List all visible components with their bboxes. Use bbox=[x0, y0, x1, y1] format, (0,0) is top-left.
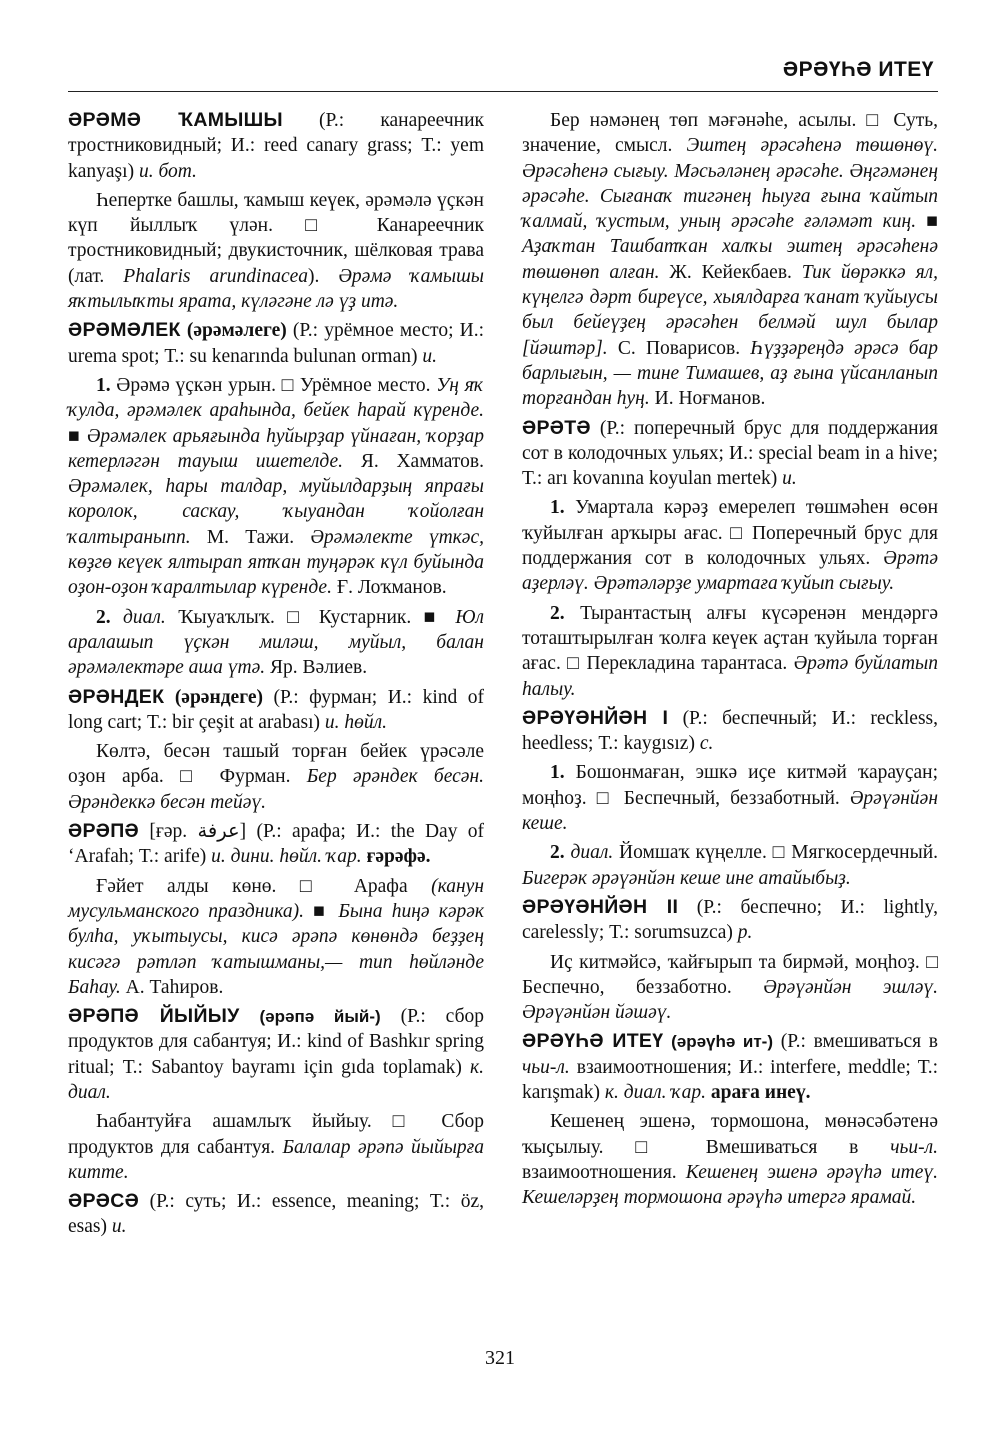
headword: ƏРƏПƏ ЙЫЙЫУ bbox=[68, 1005, 240, 1028]
entry-ereuenyen-1 bbox=[522, 706, 938, 757]
author: Ж. Кейекбаев. bbox=[669, 261, 792, 283]
pos-label: р. bbox=[737, 922, 753, 944]
author: Ғ. Лоҡманов. bbox=[336, 577, 447, 599]
headword: ƏРƏТƏ bbox=[522, 416, 591, 439]
pos-label: с. bbox=[699, 733, 714, 755]
sense-1: 1. Бошонмаған, эшкә иҫе китмәй ҡарауҫан; моңһоҙ. □ Беспечный, беззаботный. Әрәүәнйән кеше. bbox=[522, 762, 938, 835]
translations: (Р.: фурман; И.: kind of long cart; Т.: bir çeşit at arabası) bbox=[68, 686, 484, 733]
entry-ereuenyen-2 bbox=[522, 895, 938, 946]
pos-label: и. bbox=[111, 1216, 127, 1238]
etymology: [ғәр. عرفة] bbox=[149, 821, 247, 843]
headword: ƏРƏҮҺƏ ИТЕҮ bbox=[522, 1030, 664, 1053]
translations: (Р.: арафа; И.: the Day of ‘Arafah; Т.: arife) bbox=[68, 821, 485, 868]
definition: Ғәйет алды көнө. □ Арафа (канун мусульманского праздника). ■ Бына һиңә кәрәк булһа, уҡытыусы, кисә әрәпә көнөндә беҙҙең кисәгә рәтләп ҡатышманы,— тип һөйләнде Баһау. А. Таһиров. bbox=[68, 875, 485, 998]
translations: (Р.: беспечный; И.: reckless, heedless; Т.: kaygısız) bbox=[522, 707, 939, 755]
sense-2: 2. диал. Йомшаҡ күңелле. □ Мягкосердечный. Бигерәк әрәүәнйән кеше ине атайыбыҙ. bbox=[522, 842, 939, 889]
pos-label: и. bbox=[422, 345, 437, 367]
pos-label: к. диал. ҡар. bbox=[604, 1081, 707, 1103]
entry-eremə-kamyshy bbox=[68, 108, 484, 184]
entry-erete bbox=[522, 416, 938, 492]
author: М. Тажи. bbox=[206, 526, 295, 548]
headword: ƏРƏМƏ ҠАМЫШЫ bbox=[68, 109, 283, 131]
definition: Кешенең эшенә, тормошона, мөнәсәбәтенә ҡыҫылыу. □ Вмешиваться в чьи-л. взаимоотношения. Кешенең эшенә әрәүһә итеү. Кешеләрҙең тормошона әрәүһә итергә ярамай. bbox=[522, 1111, 939, 1209]
author: Я. Хамматов. bbox=[360, 450, 484, 472]
headword: ƏРƏҮƏНЙƏН I bbox=[522, 706, 669, 729]
translations: (Р.: суть; И.: essence, meaning; Т.: öz, esas) bbox=[68, 1191, 485, 1238]
sense-1: 1. Әрәмә үҫкән урын. □ Урёмное место. Уң яҡ ҡулда, әрәмәлек араһында, бейек һарай күренде. ■ Әрәмәлек арьяғында һуйырҙар үйнаған, ҡорҙар кетерләгән тауыш ишетелде. Я. Хамматов. Әрәмәлек, һары талдар, муйылдарҙың япрағы королок, саскау, ҡыуандан ҡойолған ҡалтыраныпп. М. Тажи. Әрәмәлекте үткәс, көҙгө кеүек ялтырап ятҡан туңәрәк күл буйында оҙон-оҙон ҡаралтылар күренде. Ғ. Лоҡманов. bbox=[68, 374, 484, 599]
page-number: 321 bbox=[485, 1347, 515, 1369]
definition: Көлтә, бесән ташый торған бейек үрәсәле оҙон арба. □ Фурман. Бер әрәндек бесән. Әрәндеккә бесән тейәү. bbox=[68, 741, 484, 813]
right-column bbox=[522, 108, 938, 1214]
headword: ƏРƏПƏ bbox=[68, 820, 139, 843]
translations: (Р.: сбор продуктов для сабантуя; И.: kind of Bashkır spring ritual; Т.: Sabantoy bayramı için gıda toplamak) bbox=[68, 1006, 484, 1078]
header-rule bbox=[68, 91, 938, 92]
headword: ƏРƏҮƏНЙƏН II bbox=[522, 895, 679, 918]
cross-reference: ғәрәфә. bbox=[366, 846, 431, 868]
definition: Һепертке башлы, ҡамыш кеүек, әрәмәлә үҫкән күп йыллыҡ үлән. □ Канареечник тростниковидный; двукисточник, шёлковая трава (лат. Phalaris arundinacea). Әрәмә ҡамышы яҡтылыҡты ярата, күләгәне лә үҙ итә. bbox=[68, 189, 485, 313]
entry-ereuhe-iteu: ƏРƏҮҺƏ ИТЕҮ (әрәүһә ит-) (Р.: вмешиваться в чьи-л. взаимоотношения; И.: interfere, meddle; Т.: karışmak) к. диал. ҡар. арағa инеү. bbox=[522, 1030, 939, 1103]
author: А. Таһиров. bbox=[125, 976, 224, 998]
definition: Бер нәмәнең төп мәғәнәһе, асылы. □ Суть, значение, смысл. Эштең әрәсәһенә төшөнөү. Әрәсәһенә сығыу. Мәсьәләнең әрәсәһе. Әңгәмәнең әрәсәһе. Сығанаҡ тигәнең һыуға ғына ҡайтып ҡалмай, ҡустым, уның әрәсәһе ғәләмәт киң. ■ Аҙаҡтан Ташбатҡан халҡы эштең әрәсәһенә төшөнөп алған. Ж. Кейекбаев. Тик йөрәккә ял, күңелгә дәрт биреүсе, хыялдарға ҡанат ҡуйыусы был бейеүҙең әрәсәһен белмәй шул былар [йәштәр]. С. Поварисов. Һүҙҙәреңдә әрәсә бар барлығын, — тине Тимашев, аҙ ғына үйсанланып торғандан һуң. И. Ноғманов. bbox=[522, 110, 939, 410]
translations: (Р.: беспечно; И.: lightly, carelessly; Т.: sorumsuzca) bbox=[522, 896, 938, 944]
author: И. Ноғманов. bbox=[654, 388, 766, 410]
definition: Һабантуйға ашамлыҡ йыйыу. □ Сбор продуктов для сабантуя. Балалар әрәпә йыйырға китте. bbox=[68, 1111, 485, 1183]
sense-2: 2. Тырантастың алғы күсәренән мендәргә тоташтырылған ҡолға кеүек аҫтан ҡуйыла торған ағас. □ Перекладина тарантаса. Әрәтә буйлатып һалыу. bbox=[522, 602, 939, 700]
entry-erendek: ƏРƏНДЕК (әрәндеге) (Р.: фурман; И.: kind of long cart; Т.: bir çeşit at arabası) и. һөйл. bbox=[68, 685, 484, 733]
example: Бер әрәндек бесән. Әрәндеккә бесән тейәү. bbox=[68, 766, 484, 813]
entry-erese bbox=[68, 1189, 484, 1240]
translations: (Р.: урёмное место; И.: urema spot; Т.: su kenarında bulunan orman) bbox=[68, 320, 484, 367]
entry-erepe-yiyiu: ƏРƏПƏ ЙЫЙЫУ (әрәпә йый-) (Р.: сбор продуктов для сабантуя; И.: kind of Bashkır spring ritual; Т.: Sabantoy bayramı için gıda toplamak) к. диал. bbox=[68, 1005, 485, 1103]
pos-label: к. диал. bbox=[68, 1056, 485, 1103]
headword: ƏРƏСƏ bbox=[68, 1190, 140, 1213]
author: Яр. Вәлиев. bbox=[270, 657, 368, 679]
running-head: ƏРƏҮҺƏ ИТЕҮ bbox=[782, 58, 934, 81]
definition: Иҫ китмәйсә, ҡайғырып та бирмәй, моңһоҙ. □ Беспечно, беззаботно. Әрәүәнйән эшләү. Әрәүәнйән йәшәү. bbox=[522, 951, 938, 1024]
left-column bbox=[68, 108, 484, 1244]
example: Кешенең эшенә әрәүһә итеү. Кешеләрҙең тормошона әрәүһә итергә ярамай. bbox=[522, 1161, 938, 1209]
pos-label: и. һөйл. bbox=[324, 711, 388, 733]
pos-label: и. бот. bbox=[138, 160, 197, 182]
sense-2: 2. диал. Ҡыуаҡлыҡ. □ Кустарник. ■ Юл аралашып үҫкән миләш, муйыл, балан әрәмәлектәре аша үтә. Яр. Вәлиев. bbox=[68, 606, 485, 679]
sense-1: 1. Умартала кәрәҙ емерелеп төшмәһен өсөн ҡуйылған арҡыры ағас. □ Поперечный брус для поддержания сот в колодочных ульях. Әрәтә аҙерләү. Әрәтәләрҙе умартаға ҡуйып сығыу. bbox=[522, 497, 939, 595]
cross-reference: арағa инеү. bbox=[710, 1081, 811, 1103]
entry-eremelek: ƏРƏМƏЛЕК (әрәмәлеге) (Р.: урёмное место; И.: urema spot; Т.: su kenarında bulunan orman) и. bbox=[68, 319, 484, 367]
pos-label: и. дини. һөйл. ҡар. bbox=[211, 846, 362, 868]
latin-name: Phalaris arundinacea bbox=[123, 265, 309, 287]
example: Әрәмә ҡамышы яҡтылыҡты ярата, күләгәне лә үҙ итә. bbox=[68, 265, 485, 313]
example: Әрәүәнйән эшләү. Әрәүәнйән йәшәү. bbox=[522, 976, 938, 1024]
pos-label: и. bbox=[782, 468, 797, 490]
headword: ƏРƏМƏЛЕК bbox=[68, 319, 181, 342]
translations: (Р.: канареечник тростниковидный; И.: reed canary grass; Т.: yem kanyaşı) bbox=[68, 110, 484, 182]
headword: ƏРƏНДЕК bbox=[68, 685, 165, 708]
example: Балалар әрәпә йыйырға китте. bbox=[68, 1136, 485, 1183]
entry-erepe bbox=[68, 819, 484, 870]
author: С. Поварисов. bbox=[617, 337, 741, 359]
translations: (Р.: поперечный брус для поддержания сот в колодочных ульях; И.: special beam in a hive; Т.: arı kovanına koyulan mertek) bbox=[522, 417, 939, 490]
